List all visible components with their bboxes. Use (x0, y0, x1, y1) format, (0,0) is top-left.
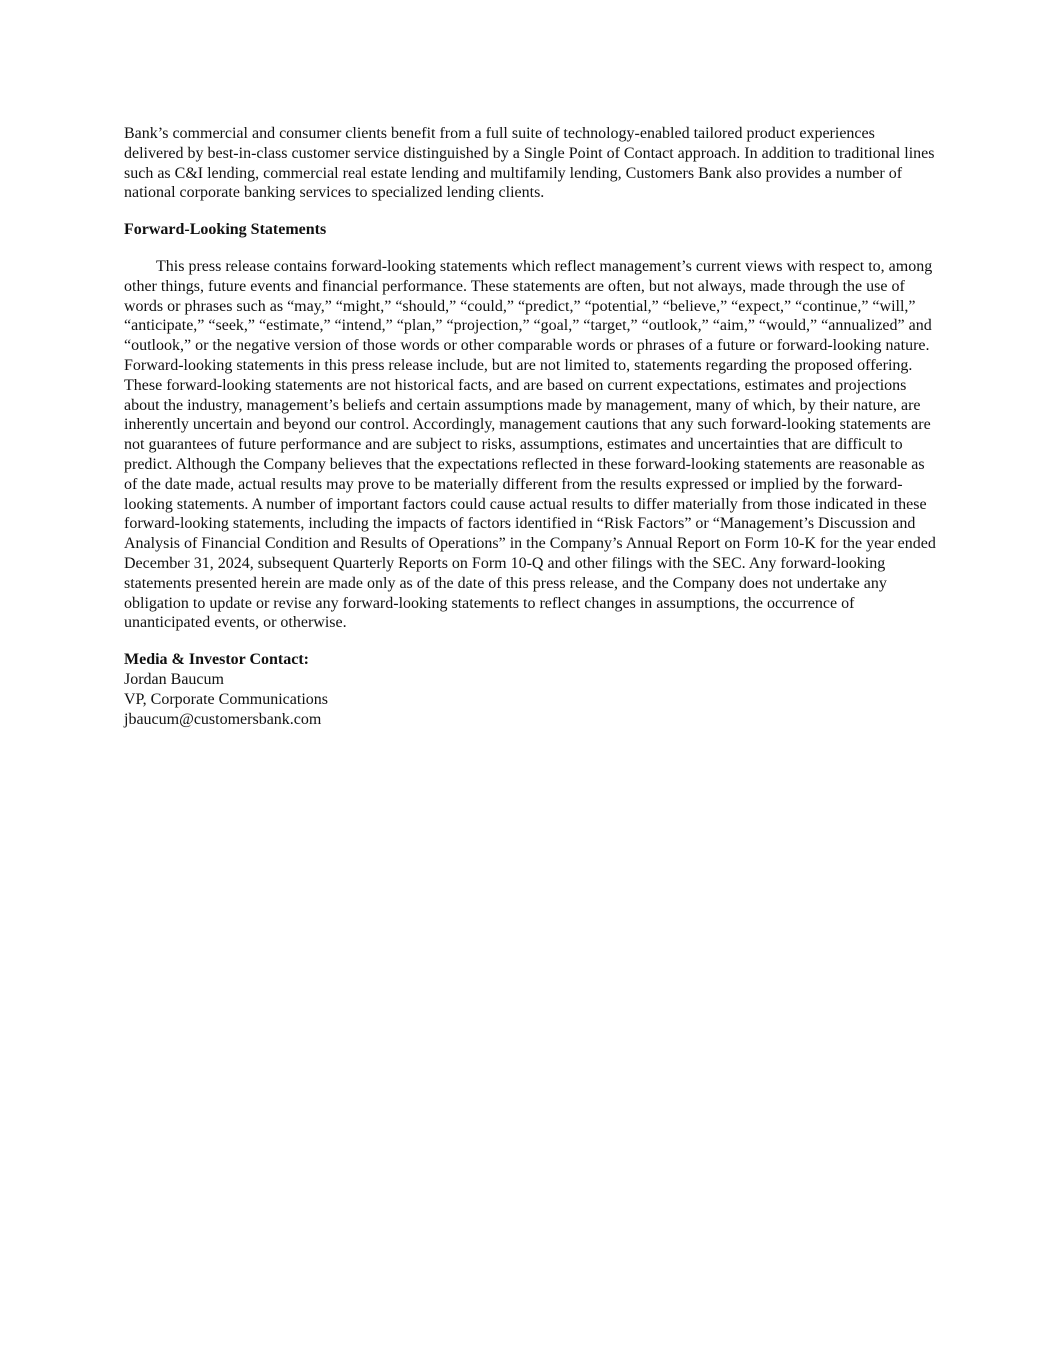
contact-block (124, 650, 936, 729)
contact-title: VP, Corporate Communications (124, 690, 328, 708)
contact-name: Jordan Baucum (124, 670, 224, 688)
contact-email: jbaucum@customersbank.com (124, 710, 322, 728)
forward-looking-heading: Forward-Looking Statements (124, 221, 327, 239)
intro-paragraph: Bank’s commercial and consumer clients benefit from a full suite of technology-enabled tailored product experiences delivered by best-in-class customer service distinguished by a Single Point of Contact approach. In addition to traditional lines such as C&I lending, commercial real estate lending and multifamily lending, Customers Bank also provides a number of national corporate banking services to specialized lending clients. (124, 125, 935, 202)
document-page (124, 124, 936, 729)
forward-looking-paragraph: This press release contains forward-looking statements which reflect management’s current views with respect to, among other things, future events and financial performance. These statements are often, but not always, made through the use of words or phrases such as “may,” “might,” “should,” “could,” “predict,” “potential,” “believe,” “expect,” “continue,” “will,” “anticipate,” “seek,” “estimate,” “intend,” “plan,” “projection,” “goal,” “target,” “outlook,” “aim,” “would,” “annualized” and “outlook,” or the negative version of those words or other comparable words or phrases of a future or forward-looking nature. Forward-looking statements in this press release include, but are not limited to, statements regarding the proposed offering. These forward-looking statements are not historical facts, and are based on current expectations, estimates and projections about the industry, management’s beliefs and certain assumptions made by management, many of which, by their nature, are inherently uncertain and beyond our control. Accordingly, management cautions that any such forward-looking statements are not guarantees of future performance and are subject to risks, assumptions, estimates and uncertainties that are difficult to predict. Although the Company believes that the expectations reflected in these forward-looking statements are reasonable as of the date made, actual results may prove to be materially different from the results expressed or implied by the forward-looking statements. A number of important factors could cause actual results to differ materially from those indicated in these forward-looking statements, including the impacts of factors identified in “Risk Factors” or “Management’s Discussion and Analysis of Financial Condition and Results of Operations” in the Company’s Annual Report on Form 10-K for the year ended December 31, 2024, subsequent Quarterly Reports on Form 10-Q and other filings with the SEC. Any forward-looking statements presented herein are made only as of the date of this press release, and the Company does not undertake any obligation to update or revise any forward-looking statements to reflect changes in assumptions, the occurrence of unanticipated events, or otherwise. (124, 257, 936, 632)
contact-heading: Media & Investor Contact: (124, 651, 310, 669)
